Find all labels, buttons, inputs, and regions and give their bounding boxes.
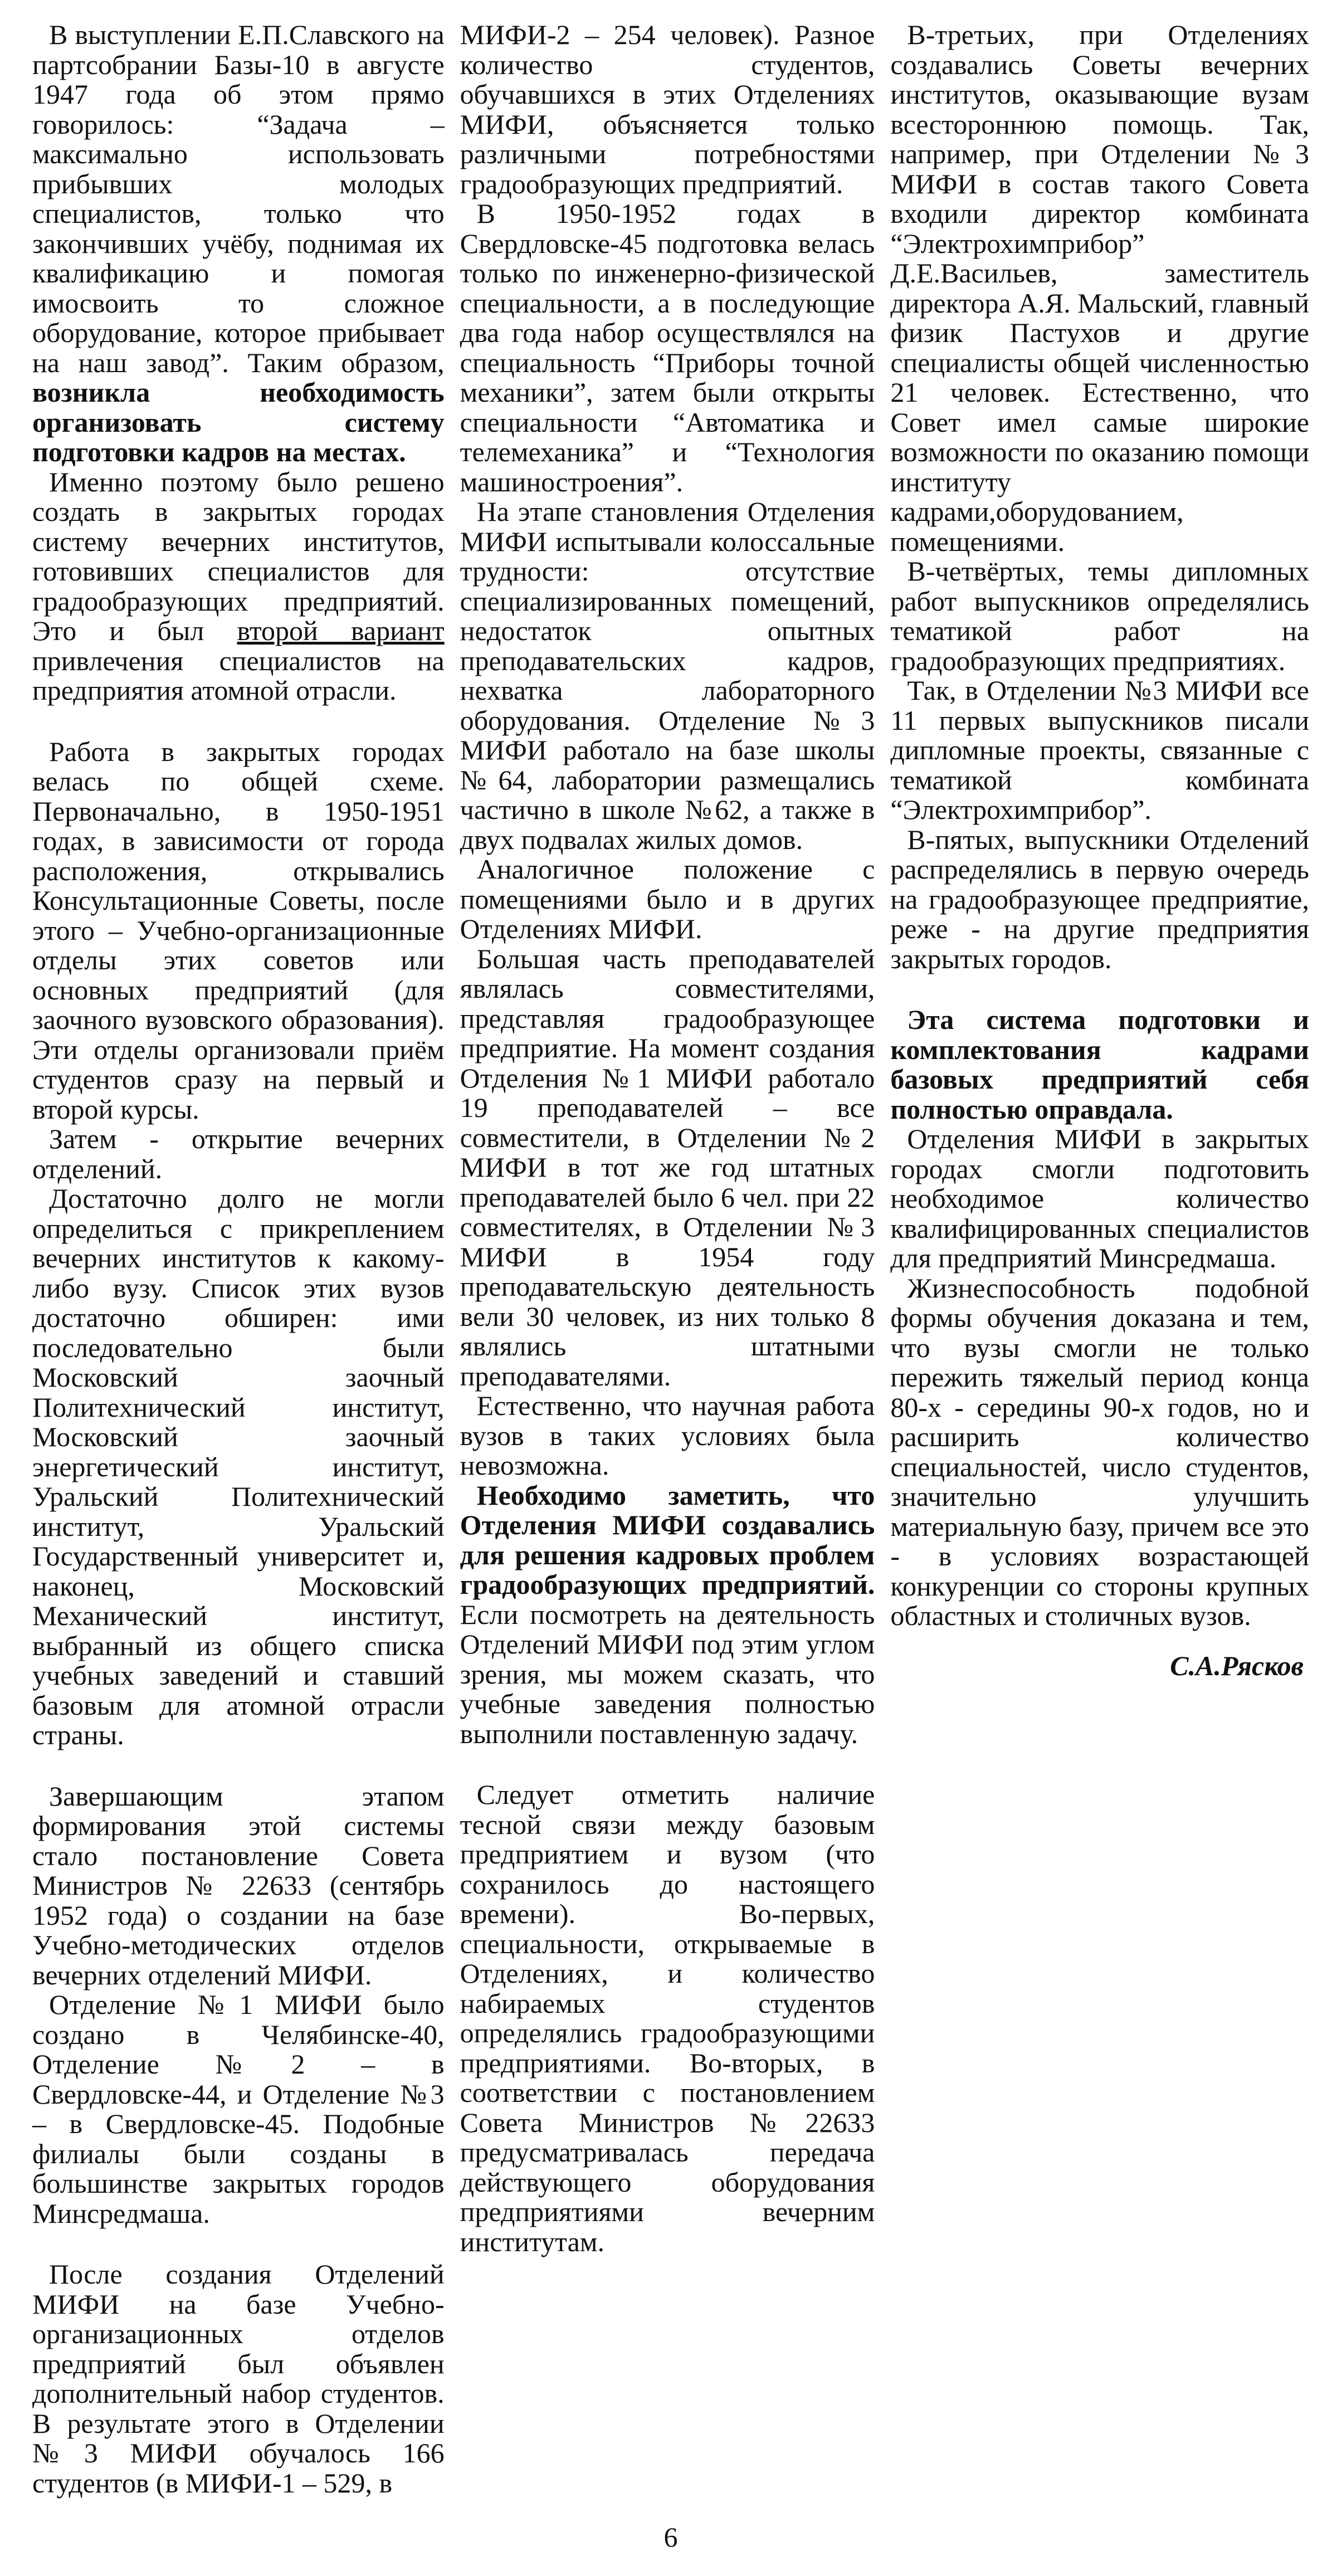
spacer — [32, 2498, 1309, 2520]
paragraph — [890, 1274, 1309, 1631]
text-segment: Достаточно долго не могли определиться с прикреплением вечерних институтов к какому-либо вузу. Список этих вузов достаточно обширен: ими последовательно были Московский заочный Политехнический институт, Московский заочный энергетический институт, Уральский Политехнический институт, Уральский Государственный университет и, наконец, Московский Механический институт, выбранный из общего списка учебных заведений и ставший базовым для атомной отрасли страны. — [32, 1183, 445, 1750]
article-columns — [32, 20, 1309, 2498]
paragraph — [460, 497, 875, 855]
paragraph — [32, 2260, 445, 2498]
text-segment: После создания Отделений МИФИ на базе Учебно-организационных отделов предприятий был объявлен дополнительный набор студентов. В результате этого в Отделении №3 МИФИ обучалось 166 студентов (в МИФИ-1 – 529, в — [32, 2258, 445, 2499]
bold-text: Необходимо заметить, что Отделения МИФИ создавались для решения кадровых проблем градообразующих предприятий. — [460, 1479, 875, 1600]
paragraph — [32, 1124, 445, 1184]
paragraph — [32, 1184, 445, 1750]
paragraph — [890, 20, 1309, 557]
paragraph — [32, 467, 445, 706]
paragraph — [460, 199, 875, 497]
text-segment: Следует отметить наличие тесной связи между базовым предприятием и вузом (что сохранилось до настоящего времени). Во-первых, специальности, открываемые в Отделениях, и количество набираемых студентов определялись градообразующими предприятиями. Во-вторых, в соответствии с постановлением Совета Министров №22633 предусматривалась передача действующего оборудования предприятиями вечерним институтам. — [460, 1779, 875, 2257]
text-segment: Работа в закрытых городах велась по общей схеме. Первоначально, в 1950-1951 годах, в зависимости от города расположения, открывались Консультационные Советы, после этого – Учебно-организационные отделы этих советов или основных предприятий (для заочного вузовского образования). Эти отделы организовали приём студентов сразу на первый и второй курсы. — [32, 735, 445, 1125]
text-segment: В 1950-1952 годах в Свердловске-45 подготовка велась только по инженерно-физической специальности, а в последующие два года набор осуществлялся на специальность “Приборы точной механики”, затем были открыты специальности “Автоматика и телемеханика” и “Технология машиностроения”. — [460, 198, 875, 497]
paragraph — [890, 676, 1309, 825]
paragraph — [890, 1124, 1309, 1274]
text-segment: Естественно, что научная работа вузов в таких условиях была невозможна. — [460, 1390, 875, 1481]
paragraph — [890, 557, 1309, 676]
text-segment: В-четвёртых, темы дипломных работ выпускников определялись тематикой работ на градообразующих предприятиях. — [890, 555, 1309, 676]
text-segment: МИФИ-2 – 254 человек). Разное количество студентов, обучавшихся в этих Отделениях МИФИ, объясняется только различными потребностями градообразующих предприятий. — [460, 19, 875, 199]
paragraph — [890, 825, 1309, 974]
paragraph — [460, 1481, 875, 1749]
text-segment: В-пятых, выпускники Отделений распределялись в первую очередь на градообразующее предприятие, реже - на другие предприятия закрытых городов. — [890, 823, 1309, 974]
text-segment: В-третьих, при Отделениях создавались Советы вечерних институтов, оказывающие вузам всестороннюю помощь. Так, например, при Отделении №3 МИФИ в состав такого Совета входили директор комбината “Электрохимприбор” Д.Е.Васильев, заместитель директора А.Я. Мальский, главный физик Пастухов и другие специалисты общей численностью 21 человек. Естественно, что Совет имел самые широкие возможности по оказанию помощи институту кадрами,оборудованием, помещениями. — [890, 19, 1309, 557]
paragraph — [890, 1005, 1309, 1124]
text-segment: Затем - открытие вечерних отделений. — [32, 1123, 445, 1184]
text-segment: Именно поэтому было решено создать в закрытых городах систему вечерних институтов, готовивших специалистов для градообразующих предприятий. Это и был — [32, 466, 445, 646]
text-segment: Завершающим этапом формирования этой системы стало постановление Совета Министров № 22633 (сентябрь 1952 года) о создании на базе Учебно-методических отделов вечерних отделений МИФИ. — [32, 1780, 445, 1990]
text-segment: Если посмотреть на деятельность Отделений МИФИ под этим углом зрения, мы можем сказать, что учебные заведения полностью выполнили поставленную задачу. — [460, 1598, 875, 1749]
paragraph — [32, 737, 445, 1125]
article-column-2 — [460, 20, 875, 2257]
text-segment: Отделение №1 МИФИ было создано в Челябинске-40, Отделение №2 – в Свердловске-44, и Отделение №3 – в Свердловске-45. Подобные филиалы были созданы в большинстве закрытых городов Минсредмаша. — [32, 1989, 445, 2229]
article-column-1 — [32, 20, 445, 2498]
text-segment: Отделения МИФИ в закрытых городах смогли подготовить необходимое количество квалифицированных специалистов для предприятий Минсредмаша. — [890, 1123, 1309, 1274]
text-segment: В выступлении Е.П.Славского на партсобрании Базы-10 в августе 1947 года об этом прямо говорилось: “Задача – максимально использовать прибывших молодых специалистов, только что закончивших учёбу, поднимая их квалификацию и помогая имосвоить то сложное оборудование, которое прибывает на наш завод”. Таким образом, — [32, 19, 445, 378]
paragraph — [460, 855, 875, 944]
text-segment: На этапе становления Отделения МИФИ испытывали колоссальные трудности: отсутствие специализированных помещений, недостаток опытных преподавательских кадров, нехватка лабораторного оборудования. Отделение №3 МИФИ работало на базе школы №64, лаборатории размещались частично в школе №62, а также в двух подвалах жилых домов. — [460, 496, 875, 855]
bold-text: возникла необходимость организовать систему подготовки кадров на местах. — [32, 377, 445, 467]
page-number: 6 — [663, 2521, 678, 2553]
author-signature: С.А.Рясков — [1170, 1650, 1304, 1681]
text-segment: Так, в Отделении №3 МИФИ все 11 первых выпускников писали дипломные проекты, связанные с тематикой комбината “Электрохимприбор”. — [890, 675, 1309, 825]
paragraph — [460, 944, 875, 1392]
text-segment: Аналогичное положение с помещениями было и в других Отделениях МИФИ. — [460, 853, 875, 944]
paragraph — [32, 1990, 445, 2228]
text-segment: Жизнеспособность подобной формы обучения доказана и тем, что вузы смогли не только пережить тяжелый период конца 80-х - середины 90-х годов, но и расширить количество специальностей, число студентов, значительно улучшить материальную базу, причем все это - в условиях возрастающей конкуренции со стороны крупных областных и столичных вузов. — [890, 1272, 1309, 1631]
paragraph — [32, 1782, 445, 1990]
underlined-text: второй вариант — [237, 615, 445, 646]
paragraph — [460, 1391, 875, 1481]
text-segment: Большая часть преподавателей являлась совместителями, представляя градообразующее предприятие. На момент создания Отделения №1 МИФИ работало 19 преподавателей – все совместители, в Отделении №2 МИФИ в тот же год штатных преподавателей было 6 чел. при 22 совместителях, в Отделении №3 МИФИ в 1954 году преподавательскую деятельность вели 30 человек, из них только 8 являлись штатными преподавателями. — [460, 943, 875, 1392]
paragraph — [32, 20, 445, 467]
text-segment: привлечения специалистов на предприятия атомной отрасли. — [32, 645, 445, 706]
bold-text: Эта система подготовки и комплектования кадрами базовых предприятий себя полностью оправдала. — [890, 1004, 1309, 1125]
paragraph — [460, 20, 875, 199]
paragraph — [460, 1780, 875, 2257]
article-column-3 — [890, 20, 1309, 1681]
